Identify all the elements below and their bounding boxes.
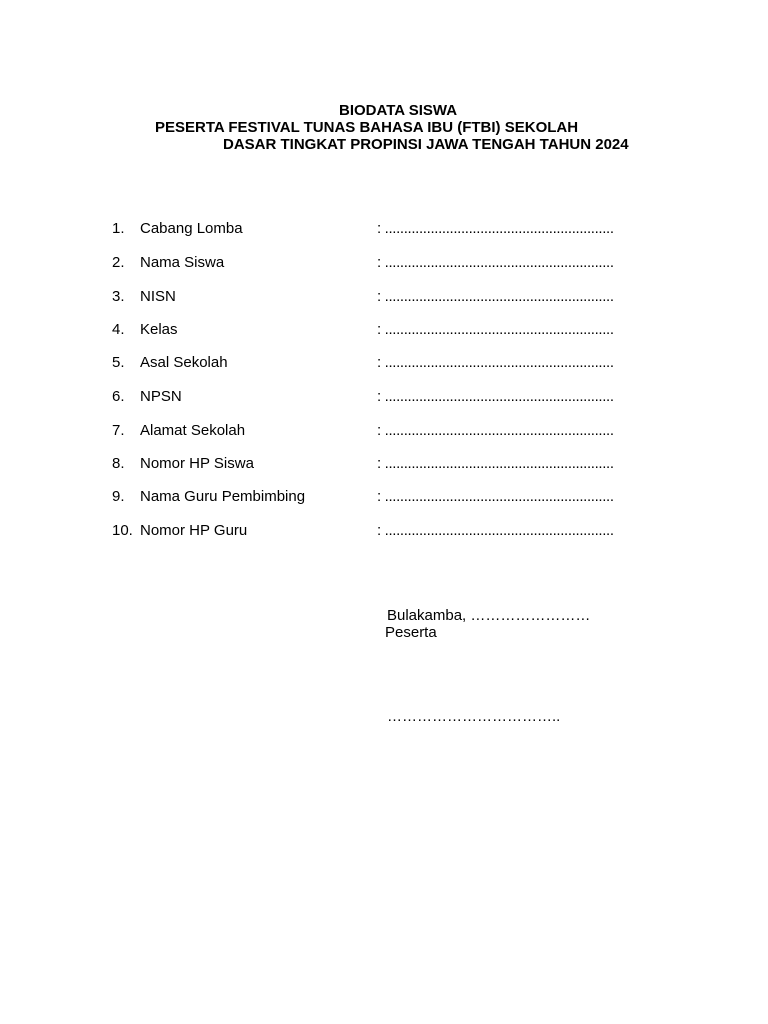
field-label: Kelas [140, 321, 178, 338]
signature-role: Peserta [385, 624, 437, 641]
field-label: Cabang Lomba [140, 220, 243, 237]
field-number: 9. [112, 488, 125, 505]
field-label: Alamat Sekolah [140, 422, 246, 439]
field-nama-guru-pembimbing [0, 488, 768, 506]
field-fill-line[interactable]: : ............................................................ [377, 488, 614, 505]
field-fill-line[interactable]: : ............................................................ [377, 288, 614, 305]
field-number: 1. [112, 220, 125, 237]
field-label: NPSN [140, 388, 182, 405]
field-alamat-sekolah [0, 422, 768, 440]
field-npsn [0, 388, 768, 406]
field-fill-line[interactable]: : ............................................................ [377, 422, 614, 439]
field-number: 7. [112, 422, 125, 439]
field-number: 8. [112, 455, 125, 472]
field-fill-line[interactable]: : ............................................................ [377, 220, 614, 237]
field-fill-line[interactable]: : ............................................................ [377, 354, 614, 371]
field-label: Nomor HP Siswa [140, 455, 254, 472]
field-asal-sekolah [0, 354, 768, 372]
field-fill-line[interactable]: : ............................................................ [377, 388, 614, 405]
document-subtitle-line1: PESERTA FESTIVAL TUNAS BAHASA IBU (FTBI) SEKOLAH [155, 119, 579, 136]
field-label: Asal Sekolah [140, 354, 228, 371]
field-kelas [0, 321, 768, 339]
field-number: 2. [112, 254, 125, 271]
field-nomor-hp-guru [0, 522, 768, 540]
field-label: Nama Guru Pembimbing [140, 488, 306, 505]
field-nama-siswa [0, 254, 768, 272]
field-number: 3. [112, 288, 125, 305]
signature-name-line: …………………………….. [387, 708, 561, 725]
field-fill-line[interactable]: : ............................................................ [377, 321, 614, 338]
field-number: 4. [112, 321, 125, 338]
field-label: NISN [140, 288, 176, 305]
field-fill-line[interactable]: : ............................................................ [377, 455, 614, 472]
field-label: Nomor HP Guru [140, 522, 248, 539]
field-number: 5. [112, 354, 125, 371]
field-fill-line[interactable]: : ............................................................ [377, 522, 614, 539]
field-nisn [0, 288, 768, 306]
signature-place-date: Bulakamba, …………………… [387, 607, 591, 624]
field-number: 10. [112, 522, 133, 539]
field-nomor-hp-siswa [0, 455, 768, 473]
field-number: 6. [112, 388, 125, 405]
field-label: Nama Siswa [140, 254, 225, 271]
field-fill-line[interactable]: : ............................................................ [377, 254, 614, 271]
document-title: BIODATA SISWA [339, 102, 458, 119]
field-cabang-lomba [0, 220, 768, 238]
document-subtitle-line2: DASAR TINGKAT PROPINSI JAWA TENGAH TAHUN 2024 [223, 136, 629, 153]
